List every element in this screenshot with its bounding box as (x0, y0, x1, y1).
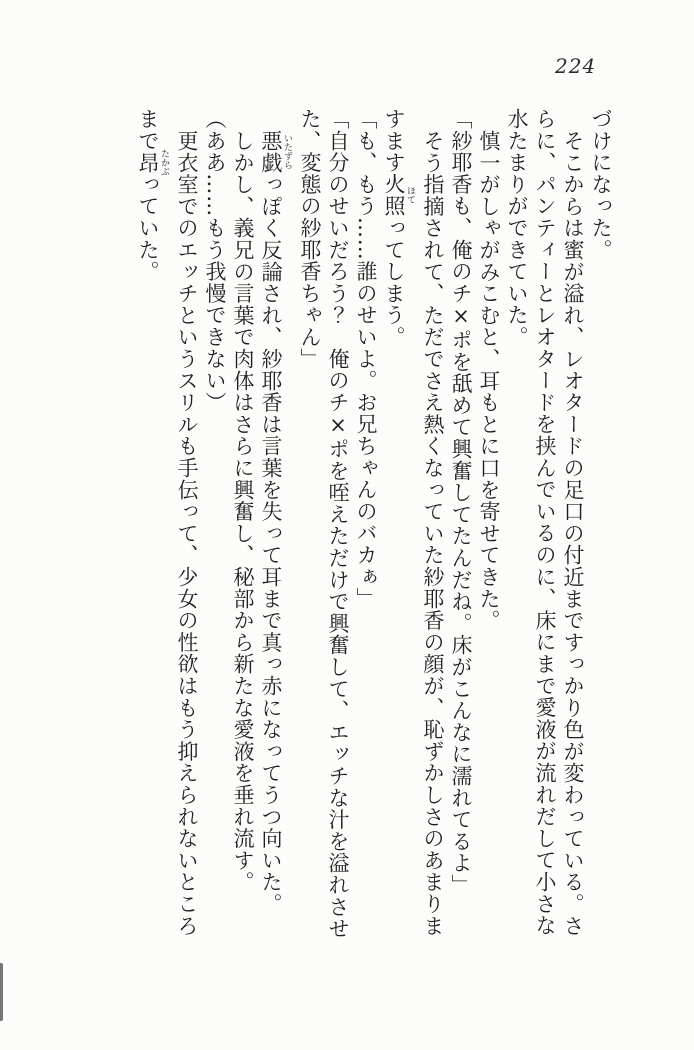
scan-artifact (0, 963, 3, 1021)
text-column (299, 108, 320, 948)
text-run: ってしまう。 (382, 217, 406, 348)
text-run: っぽく反論され、紗耶香は言葉を失って耳まで真っ赤になってうつ向いた。 (259, 173, 283, 915)
text-column (506, 108, 527, 948)
ruby-base: 悪戯 (259, 130, 283, 174)
text-column (590, 108, 611, 948)
text-column (450, 108, 471, 948)
text-column (562, 108, 583, 948)
text-column (204, 108, 225, 948)
text-run: 慎一がしゃがみこむと、耳もとに口を寄せてきた。 (477, 130, 501, 632)
text-column (355, 108, 376, 948)
text-run: そう指摘されて、ただでさえ熱くなっていた紗耶香の顔が、恥ずかしさのあまりま (421, 130, 445, 937)
ruby-annotation (259, 130, 292, 174)
text-run: 水たまりができていた。 (505, 108, 529, 348)
text-run: 「自分のせいだろう？ 俺のチ×ポを咥えただけで興奮して、エッチな汁を溢れさせ (326, 108, 350, 940)
text-run: づけになった。 (589, 108, 613, 261)
text-column (260, 108, 292, 948)
ruby-annotation (382, 173, 415, 218)
text-column (534, 108, 555, 948)
ruby-text: いたずら (282, 130, 292, 174)
ruby-text: たかぶ (159, 149, 169, 177)
text-column (327, 108, 348, 948)
text-run: （ああ……もう我慢できない） (203, 108, 227, 414)
text-column (176, 108, 197, 948)
text-column (383, 108, 415, 948)
text-run: しかし、義兄の言葉で肉体はさらに興奮し、秘部から新たな愛液を垂れ流す。 (231, 130, 255, 893)
text-column (422, 108, 443, 948)
text-run: 「紗耶香も、俺のチ×ポを舐めて興奮してたんだね。床がこんなに濡れてるよ」 (449, 108, 473, 896)
ruby-annotation (136, 149, 169, 177)
text-column (478, 108, 499, 948)
ruby-text: ほて (405, 173, 415, 217)
text-run: らに、パンティーとレオタードを挟んでいるのに、床にまで愛液が流れだして小さな (533, 108, 557, 937)
text-run: 「も、もう……誰のせいよ。お兄ちゃんのバカぁ」 (354, 108, 378, 610)
text-run: そこからは蜜が溢れ、レオタードの足口の付近まですっかり色が変わっている。さ (561, 130, 585, 937)
text-column (137, 108, 169, 948)
text-run: た、変態の紗耶香ちゃん」 (298, 108, 322, 370)
text-column (232, 108, 253, 948)
ruby-base: 昂 (136, 149, 160, 177)
page-number: 224 (555, 54, 597, 78)
text-run: すます (382, 108, 406, 174)
text-run: まで (136, 108, 160, 152)
text-run: 更衣室でのエッチというスリルも手伝って、少女の性欲はもう抑えられないところ (175, 130, 199, 937)
text-run: っていた。 (136, 173, 160, 283)
ruby-base: 火照 (382, 173, 406, 218)
body-text (130, 108, 618, 948)
